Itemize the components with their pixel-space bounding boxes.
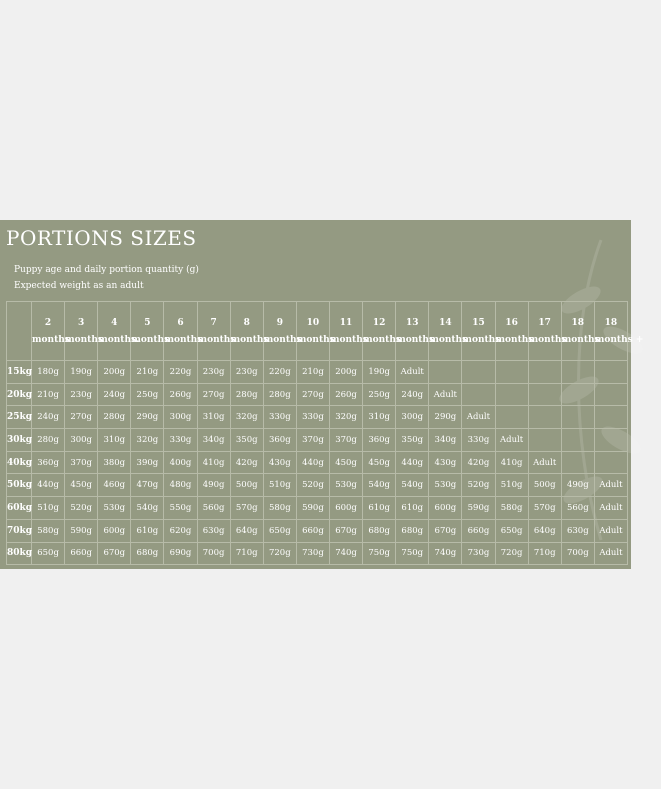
portion-cell: 250g [363, 383, 396, 406]
portion-cell [594, 383, 627, 406]
subtitle-weight: Expected weight as an adult [14, 281, 144, 291]
column-header [296, 302, 335, 361]
column-age-number: 10 [306, 317, 320, 328]
portion-cell: 310g [363, 406, 396, 429]
portion-cell: 590g [462, 497, 495, 520]
portion-cell: 590g [65, 519, 98, 542]
column-age-number: 17 [538, 317, 551, 328]
portion-cell: 680g [131, 542, 164, 565]
portion-cell [462, 383, 495, 406]
portion-cell [594, 361, 627, 384]
portion-cell: 560g [197, 497, 230, 520]
portion-cell: 650g [495, 519, 528, 542]
portion-cell: 390g [131, 451, 164, 474]
portion-cell: 220g [263, 361, 296, 384]
column-age-unit: months [329, 334, 368, 345]
column-header [32, 302, 70, 361]
portion-cell: 680g [396, 519, 429, 542]
portion-cell: Adult [594, 497, 627, 520]
portion-cell [561, 451, 594, 474]
column-age-unit: months [65, 334, 103, 345]
table-row [7, 451, 628, 474]
portion-cell: 530g [329, 474, 362, 497]
column-age-unit: months [495, 334, 534, 345]
portion-cell: Adult [528, 451, 561, 474]
portion-cell: 250g [131, 383, 164, 406]
portion-cell: 490g [561, 474, 594, 497]
portion-cell: 290g [131, 406, 164, 429]
portion-cell: 630g [197, 519, 230, 542]
column-age-unit: months + [594, 334, 644, 345]
table-row [7, 519, 628, 542]
adult-weight-cell: 80kg [7, 542, 32, 565]
portion-cell: 450g [329, 451, 362, 474]
portion-cell: 500g [230, 474, 263, 497]
table-row [7, 474, 628, 497]
portion-cell: 270g [197, 383, 230, 406]
portion-cell: 550g [164, 497, 197, 520]
portion-cell: 510g [495, 474, 528, 497]
portion-cell: 580g [263, 497, 296, 520]
column-header [230, 302, 269, 361]
portion-cell: 720g [263, 542, 296, 565]
portion-cell [561, 383, 594, 406]
portion-cell: 540g [396, 474, 429, 497]
column-age-number: 5 [144, 317, 151, 328]
portion-cell [528, 383, 561, 406]
portion-cell: 180g [32, 361, 65, 384]
adult-weight-cell: 50kg [7, 474, 32, 497]
table-row [7, 542, 628, 565]
portion-cell: 450g [65, 474, 98, 497]
portion-cell: 270g [296, 383, 329, 406]
column-header [396, 302, 435, 361]
column-age-number: 4 [111, 317, 118, 328]
portion-cell: 410g [495, 451, 528, 474]
corner-cell [7, 302, 32, 361]
portion-cell: 290g [429, 406, 462, 429]
portion-cell [594, 429, 627, 452]
portion-cell: 360g [263, 429, 296, 452]
portion-cell: 510g [32, 497, 65, 520]
portion-cell: 360g [32, 451, 65, 474]
portion-cell: 210g [296, 361, 329, 384]
column-age-number: 9 [276, 317, 283, 328]
portion-cell: 280g [32, 429, 65, 452]
portion-cell: 310g [197, 406, 230, 429]
portion-cell: 540g [363, 474, 396, 497]
adult-weight-cell: 60kg [7, 497, 32, 520]
portion-cell: 330g [296, 406, 329, 429]
adult-weight-cell: 70kg [7, 519, 32, 542]
portion-cell: 420g [462, 451, 495, 474]
portion-cell: 490g [197, 474, 230, 497]
table-header-row [7, 302, 628, 361]
column-age-number: 2 [44, 317, 52, 328]
portion-cell [495, 406, 528, 429]
portion-cell [528, 429, 561, 452]
portion-cell: 690g [164, 542, 197, 565]
portion-cell: 240g [32, 406, 65, 429]
portion-cell: Adult [594, 519, 627, 542]
portion-cell: 650g [32, 542, 65, 565]
portion-cell: 330g [164, 429, 197, 452]
portion-cell: 670g [98, 542, 131, 565]
portion-cell: 580g [32, 519, 65, 542]
portion-cell: 750g [363, 542, 396, 565]
portion-cell: 700g [561, 542, 594, 565]
portion-cell: 260g [329, 383, 362, 406]
column-header [363, 302, 401, 361]
portion-cell: 240g [396, 383, 429, 406]
portion-cell: 660g [65, 542, 98, 565]
table-row [7, 429, 628, 452]
column-age-unit: months [363, 334, 401, 345]
portion-cell: 370g [65, 451, 98, 474]
portion-cell: 200g [98, 361, 131, 384]
column-age-number: 14 [439, 317, 452, 328]
column-age-unit: months [462, 334, 501, 345]
portion-cell: Adult [594, 474, 627, 497]
portion-cell: 410g [197, 451, 230, 474]
portion-cell: 640g [528, 519, 561, 542]
portion-cell: 260g [164, 383, 197, 406]
portion-cell: 280g [98, 406, 131, 429]
portion-cell: 320g [131, 429, 164, 452]
column-age-number: 7 [210, 317, 217, 328]
portion-cell: 240g [98, 383, 131, 406]
column-age-unit: months [429, 334, 468, 345]
portion-cell [561, 406, 594, 429]
portion-cell: 620g [164, 519, 197, 542]
portion-cell: 200g [329, 361, 362, 384]
column-age-number: 13 [405, 317, 419, 328]
portion-cell: 440g [32, 474, 65, 497]
portion-cell [429, 361, 462, 384]
portion-cell: 460g [98, 474, 131, 497]
portion-cell: 230g [230, 361, 263, 384]
portion-cell: 430g [263, 451, 296, 474]
adult-weight-cell: 40kg [7, 451, 32, 474]
portion-cell: Adult [594, 542, 627, 565]
portion-cell: 540g [131, 497, 164, 520]
portion-cell: 660g [462, 519, 495, 542]
portion-cell: 190g [65, 361, 98, 384]
table-row [7, 406, 628, 429]
portion-cell: 440g [396, 451, 429, 474]
portion-cell: 300g [65, 429, 98, 452]
portion-cell: 590g [296, 497, 329, 520]
portion-cell [528, 361, 561, 384]
portion-cell: 750g [396, 542, 429, 565]
portion-cell: Adult [495, 429, 528, 452]
portion-cell: 630g [561, 519, 594, 542]
portion-cell: 600g [98, 519, 131, 542]
portion-cell: 340g [197, 429, 230, 452]
portion-cell: 340g [429, 429, 462, 452]
portion-cell: 530g [98, 497, 131, 520]
portion-cell: 580g [495, 497, 528, 520]
portion-cell: 470g [131, 474, 164, 497]
column-header [98, 302, 140, 361]
portion-cell: 270g [65, 406, 98, 429]
column-age-unit: months [263, 334, 302, 345]
portion-cell: 570g [230, 497, 263, 520]
portion-cell: 320g [329, 406, 362, 429]
portion-cell: 600g [429, 497, 462, 520]
portion-cell: 610g [131, 519, 164, 542]
portion-sizes-panel [0, 220, 644, 569]
column-header [594, 302, 644, 361]
portion-cell: 610g [396, 497, 429, 520]
column-age-number: 8 [243, 317, 250, 328]
column-age-unit: months [131, 334, 170, 345]
portion-cell: 530g [429, 474, 462, 497]
portion-cell: 640g [230, 519, 263, 542]
portion-cell: 230g [65, 383, 98, 406]
portion-cell: 190g [363, 361, 396, 384]
column-age-number: 11 [339, 317, 353, 328]
portion-cell: 380g [98, 451, 131, 474]
portion-cell: 220g [164, 361, 197, 384]
portion-cell: Adult [462, 406, 495, 429]
portion-cell: 330g [263, 406, 296, 429]
portion-cell: 350g [396, 429, 429, 452]
portion-cell [561, 429, 594, 452]
column-header [528, 302, 567, 361]
portion-cell: 400g [164, 451, 197, 474]
column-header [561, 302, 600, 361]
portion-cell: 480g [164, 474, 197, 497]
portion-cell: 670g [329, 519, 362, 542]
portion-cell: 500g [528, 474, 561, 497]
portion-cell: 740g [329, 542, 362, 565]
column-header [329, 302, 368, 361]
portion-cell: 520g [462, 474, 495, 497]
column-header [197, 302, 236, 361]
portion-cell: 520g [296, 474, 329, 497]
column-age-number: 18 [571, 317, 585, 328]
column-age-unit: months [164, 334, 203, 345]
portion-cell: 720g [495, 542, 528, 565]
portion-cell: 350g [230, 429, 263, 452]
portion-cell: 680g [363, 519, 396, 542]
portion-cell: 660g [296, 519, 329, 542]
portion-cell: 370g [329, 429, 362, 452]
table-row [7, 383, 628, 406]
portion-cell: 210g [131, 361, 164, 384]
portion-cell: 330g [462, 429, 495, 452]
portion-cell: 600g [329, 497, 362, 520]
portion-cell: 440g [296, 451, 329, 474]
portions-table [6, 301, 644, 565]
portion-cell: 280g [230, 383, 263, 406]
portion-cell [462, 361, 495, 384]
column-header [263, 302, 302, 361]
portion-cell [495, 361, 528, 384]
table-row [7, 497, 628, 520]
portion-cell: 210g [32, 383, 65, 406]
portion-cell: 730g [462, 542, 495, 565]
adult-weight-cell: 30kg [7, 429, 32, 452]
portion-cell: 730g [296, 542, 329, 565]
adult-weight-cell: 15kg [7, 361, 32, 384]
column-age-unit: months. [98, 334, 140, 345]
portion-cell: 700g [197, 542, 230, 565]
portion-cell: 310g [98, 429, 131, 452]
column-age-unit: months [396, 334, 435, 345]
portion-cell: 300g [164, 406, 197, 429]
portion-cell: 320g [230, 406, 263, 429]
portion-cell: 650g [263, 519, 296, 542]
column-age-number: 12 [372, 317, 386, 328]
adult-weight-cell: 20kg [7, 383, 32, 406]
portion-cell: 300g [396, 406, 429, 429]
column-age-unit: months [528, 334, 567, 345]
portion-cell: 740g [429, 542, 462, 565]
column-age-unit: months [197, 334, 236, 345]
column-age-number: 18 [604, 317, 618, 328]
column-age-unit: months [230, 334, 269, 345]
portion-cell [561, 361, 594, 384]
portion-cell [528, 406, 561, 429]
column-age-unit: months [296, 334, 335, 345]
portion-cell: 420g [230, 451, 263, 474]
column-header [429, 302, 468, 361]
column-age-unit: months [561, 334, 600, 345]
column-age-number: 3 [78, 317, 85, 328]
column-header [495, 302, 534, 361]
column-header [65, 302, 103, 361]
portion-cell: Adult [396, 361, 429, 384]
column-header [462, 302, 501, 361]
portion-cell [594, 451, 627, 474]
column-age-unit: months [32, 334, 70, 345]
portion-cell: 710g [230, 542, 263, 565]
portion-cell [594, 406, 627, 429]
portion-cell: 610g [363, 497, 396, 520]
portion-cell: Adult [429, 383, 462, 406]
portion-cell: 560g [561, 497, 594, 520]
column-age-number: 16 [505, 317, 518, 328]
adult-weight-cell: 25kg [7, 406, 32, 429]
portion-cell [495, 383, 528, 406]
portion-cell: 670g [429, 519, 462, 542]
page-title: PORTIONS SIZES [6, 226, 197, 250]
subtitle-age: Puppy age and daily portion quantity (g) [14, 265, 199, 275]
table-row [7, 361, 628, 384]
portion-cell: 520g [65, 497, 98, 520]
portion-cell: 430g [429, 451, 462, 474]
column-age-number: 15 [472, 317, 485, 328]
column-header [131, 302, 170, 361]
portion-cell: 370g [296, 429, 329, 452]
column-age-number: 6 [177, 317, 184, 328]
portion-cell: 450g [363, 451, 396, 474]
portion-cell: 510g [263, 474, 296, 497]
portion-cell: 280g [263, 383, 296, 406]
portion-cell: 360g [363, 429, 396, 452]
portion-cell: 710g [528, 542, 561, 565]
column-header [164, 302, 203, 361]
portion-cell: 570g [528, 497, 561, 520]
portion-cell: 230g [197, 361, 230, 384]
